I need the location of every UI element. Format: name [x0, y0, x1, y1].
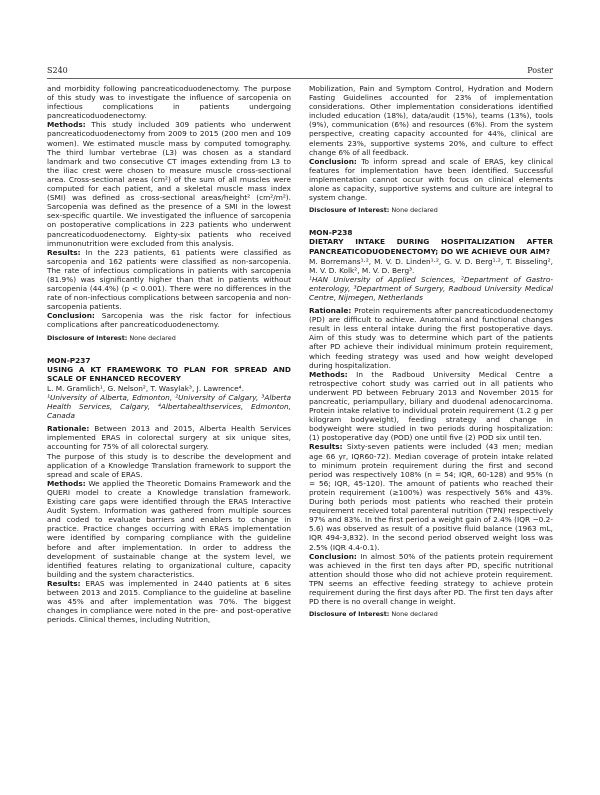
abstract3-title: DIETARY INTAKE DURING HOSPITALIZATION AFTER PANCREATICODUODENECTOMY; DO WE ACHIEVE OUR AIM? — [309, 237, 553, 256]
abstract2-rationale — [47, 424, 291, 451]
results-label: Results: — [309, 442, 343, 452]
abstract2-title: USING A KT FRAMEWORK TO PLAN FOR SPREAD AND SCALE OF ENHANCED RECOVERY — [47, 364, 291, 383]
methods-label: Methods: — [309, 369, 348, 379]
abstract1-conclusion — [47, 311, 291, 329]
disclosure-label: Disclosure of Interest: — [309, 610, 390, 619]
results-text: Sixty-seven patients were included (43 men; median age 66 yr, IQR60-72). Median coverage of protein intake related to minimum protein requirement during the first and second period was respectively 108% (n = 54; IQR, 60-128) and 95% (n = 56; IQR, 45-120). The amount of patients who reached their protein requirement (≥100%) was respectively 56% and 43%. During both periods most patients who reached their protein requirement received total parenteral nutrition (TPN) respectively 97% and 83%. In the first period a weight gain of 2.4% (IQR −0.2-5.6) was observed as result of a positive fluid balance (1963 mL, IQR 494-3,832). In the second period observed weight loss was 2.5% (IQR 4.4-0.1). — [309, 442, 553, 552]
results-label: Results: — [47, 247, 81, 257]
abstract3-disclosure — [309, 610, 553, 619]
abstract2-purpose: The purpose of this study is to describe the development and application of a Knowledge Translation framework to support the spread and scale of ERAS. — [47, 451, 291, 479]
abstract1-intro: and morbidity following pancreaticoduodenectomy. The purpose of this study was to investigate the influence of sarcopenia on infectious complications in patients undergoing pancreaticoduodenectomy. — [47, 84, 291, 121]
rationale-label: Rationale: — [47, 424, 90, 434]
results-label: Results: — [47, 578, 81, 588]
abstract3-affiliations: ¹HAN University of Applied Sciences, ²Department of Gastro-enterology, ³Department of Surgery, Radboud University Medical Centre, Nijmegen, Netherlands — [309, 274, 553, 302]
conclusion-text: To inform spread and scale of ERAS, key clinical features for implementation have been identified. Successful implementation cannot occur with focus on clinical elements alone as capacity, supportive systems and culture are integral to system change. — [309, 156, 553, 203]
abstract2-id: MON-P237 — [47, 355, 91, 365]
conclusion-text: Sarcopenia was the risk factor for infectious complications after pancreaticoduodenectomy. — [47, 311, 291, 330]
abstract2-continued: Mobilization, Pain and Symptom Control, Hydration and Modern Fasting Guidelines accounted for 23% of implementation considerations. Other implementation considerations identified included education (18%), data/audit (15%), teams (13%), tools (9%), communication (6%) and resources (6%). From the system perspective, creating capacity accounted for 44%, clinical are elements 23%, supportive systems 20%, and culture to effect change 6% of all feedback. — [309, 84, 553, 157]
abstract3-conclusion — [309, 552, 553, 607]
disclosure-label: Disclosure of Interest: — [309, 206, 390, 215]
abstract3-results — [309, 442, 553, 551]
results-text: ERAS was implemented in 2440 patients at 6 sites between 2013 and 2015. Compliance to the guideline at baseline was 45% and after implementation was 70%. The biggest changes in compliance were noted in the pre- and post-operative periods. Clinical themes, including Nutrition, — [47, 578, 291, 625]
abstract2-results — [47, 579, 291, 624]
page-number: S240 — [47, 66, 68, 75]
methods-text: We applied the Theoretic Domains Framework and the QUERI model to create a Knowledge translation framework. Existing care gaps were identified through the ERAS Interactive Audit System. Information was gathered from multiple sources and coded to evaluate barriers and enablers to change in practice. Practice changes occurring with ERAS implementation were identified by comparing compliance with the guideline before and after implementation. In order to address the development of sustainable change at the system level, we identified features relating to organizational culture, capacity building and the system characteristics. — [47, 478, 291, 579]
rationale-text: Protein requirements after pancreaticoduodenectomy (PD) are difficult to achieve. Anatomical and functional changes result in less enteral intake during the first postoperative days. Aim of this study was to determine which part of the patients after PD achieve their individual minimum protein requirement, which feeding strategy was used and how weight developed during hospitalization. — [309, 306, 553, 370]
abstract1-results — [47, 248, 291, 312]
section-label: Poster — [527, 66, 553, 75]
page-header — [47, 66, 553, 78]
methods-text: This study included 309 patients who underwent pancreaticoduodenectomy from 2009 to 2015 (200 men and 109 women). We estimated muscle mass by computed tomography. The third lumbar vertebrae (L3) was chosen as a standard landmark and two consecutive CT images extending from L3 to the iliac crest were chosen to measure muscle cross-sectional area. Cross-sectional areas (cm²) of the sum of all muscles were computed for each patient, and a skeletal muscle mass index (SMI) was defined as cross-sectional areas/height² (cm²/m²). Sarcopenia was defined as the presence of a SMI in the lowest sex-specific quartile. We investigated the influence of sarcopenia on postoperative complications in 223 patients who underwent pancreaticoduodenectomy. Eighty-six patients who received immunonutrition were excluded from this analysis. — [47, 120, 291, 248]
disclosure-label: Disclosure of Interest: — [47, 333, 128, 342]
conclusion-label: Conclusion: — [309, 551, 357, 561]
methods-label: Methods: — [47, 478, 86, 488]
right-column — [309, 84, 553, 619]
abstract2-disclosure — [309, 206, 553, 215]
methods-text: In the Radboud University Medical Centre a retrospective cohort study was carried out in all patients who underwent PD between February 2013 and November 2015 for pancreatic, periampullary, biliary and duodenal adenocarcinoma. Protein intake relative to individual protein requirement (1.2 g per kilogram bodyweight), feeding strategy and change in bodyweight were studied in two periods during hospitalization: (1) postoperative day (POD) one until five (2) POD six until ten. — [309, 369, 553, 443]
rationale-text: Between 2013 and 2015, Alberta Health Services implemented ERAS in colorectal surgery at six unique sites, accounting for 75% of all colorectal surgery. — [47, 424, 291, 452]
rationale-label: Rationale: — [309, 306, 352, 316]
abstract3-authors: M. Borremans¹·², M. V. D. Linden¹·², G. V. D. Berg¹·², T. Bisseling², M. V. D. Kolk², M. V. D. Berg³. — [309, 256, 553, 275]
header-rule — [47, 78, 553, 79]
disclosure-text: None declared — [389, 610, 438, 619]
abstract2-methods — [47, 479, 291, 579]
abstract3-id: MON-P238 — [309, 228, 353, 238]
abstract3-methods — [309, 370, 553, 443]
methods-label: Methods: — [47, 120, 86, 130]
disclosure-text: None declared — [127, 333, 176, 342]
abstract1-methods — [47, 120, 291, 247]
abstract3-rationale — [309, 306, 553, 370]
left-column — [47, 84, 291, 624]
abstract1-disclosure — [47, 334, 291, 343]
abstract2-affiliations: ¹University of Alberta, Edmonton, ²University of Calgary, ³Alberta Health Services, Calgary, ⁴Albertahealthservices, Edmonton, Canada — [47, 393, 291, 421]
conclusion-text: In almost 50% of the patients protein requirement was achieved in the first ten days after PD, specific nutritional attention should those who did not achieve protein requirement. TPN seems an effective feeding strategy to achieve protein requirement during the first days after PD. The first ten days after PD there is no overall change in weight. — [309, 551, 553, 607]
abstract2-conclusion — [309, 157, 553, 202]
conclusion-label: Conclusion: — [309, 156, 357, 166]
results-text: In the 223 patients, 61 patients were classified as sarcopenia and 162 patients were classified as non-sarcopenia. The rate of infectious complications in patients with sarcopenia (81.9%) was significantly higher than that in patients without sarcopenia (44.4%) (p < 0.001). There were no differences in the rate of non-infectious complications between sarcopenia and non-sarcopenia patients. — [47, 247, 291, 312]
conclusion-label: Conclusion: — [47, 311, 95, 321]
disclosure-text: None declared — [389, 206, 438, 215]
abstract2-authors: L. M. Gramlich¹, G. Nelson², T. Wasylak³, J. Lawrence⁴. — [47, 383, 244, 393]
